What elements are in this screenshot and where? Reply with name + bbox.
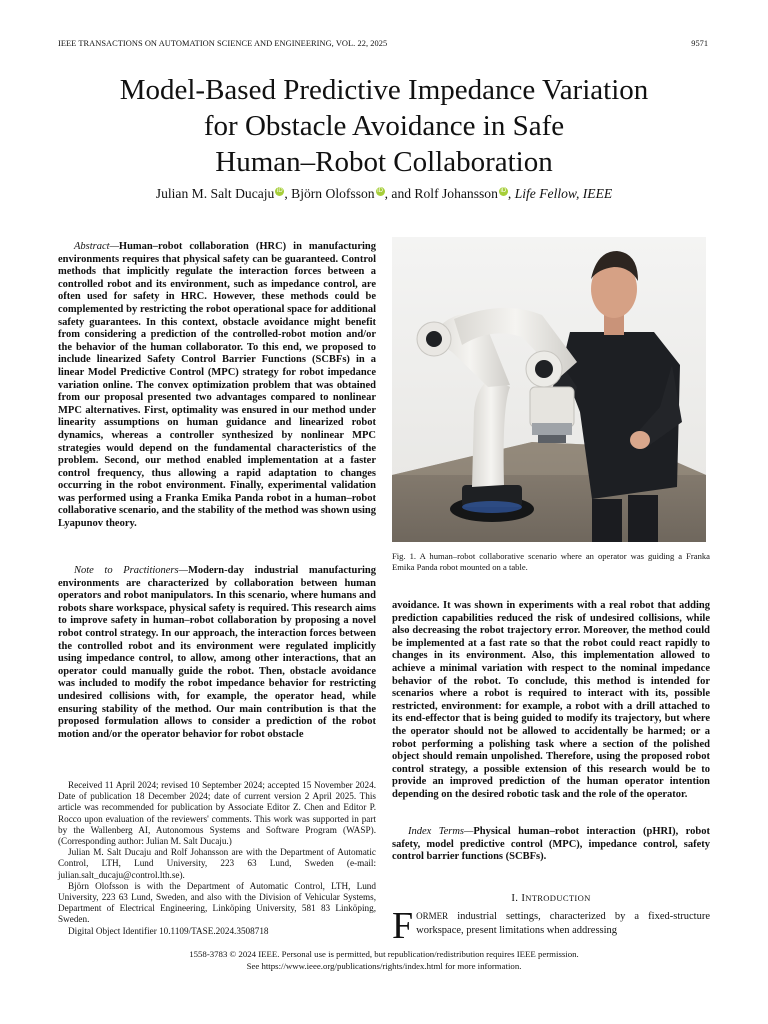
author-fellow: Life Fellow, IEEE — [514, 186, 613, 201]
orcid-icon[interactable]: iD — [377, 188, 383, 195]
section-heading: I. INTRODUCTION — [511, 892, 591, 904]
note-to-practitioners — [58, 565, 376, 741]
abstract — [58, 241, 376, 531]
author-name: , Björn Olofsson — [284, 186, 375, 201]
index-terms-text: Physical human–robot interaction (pHRI), robot safety, model predictive control (MPC), impedance control, safety control barrier functions (SCBFs). — [392, 826, 710, 863]
practitioners-lead: Note to Practitioners— — [74, 565, 188, 576]
copyright-notice: 1558-3783 © 2024 IEEE. Personal use is permitted, but republication/redistribution requires IEEE permission. See https://www.ieee.org/publications/rights/index.html for more information. — [40, 949, 728, 972]
page-number: 9571 — [691, 39, 708, 48]
paper-title: Model-Based Predictive Impedance Variation for Obstacle Avoidance in Safe Human–Robot Collaboration — [119, 74, 649, 178]
abstract-lead: Abstract— — [74, 241, 119, 252]
footnote-received: Received 11 April 2024; revised 10 September 2024; accepted 15 November 2024. Date of publication 18 December 2024; date of current version 2 April 2025. This article was recommended for publication by Associate Editor Z. Chen and Editor P. Rocco upon evaluation of the reviewers' comments. This work was supported in part by the Wallenberg AI, Autonomous Systems and Software Program (WASP). (Corresponding author: Julian M. Salt Ducaju.) — [58, 780, 376, 847]
footnote-affiliation-2: Björn Olofsson is with the Department of Automatic Control, LTH, Lund University, 223 63 Lund, Sweden, and also with the Division of Vehicular Systems, Department of Electrical Engineering, Linköping University, 581 83 Linköping, Sweden. — [58, 880, 376, 925]
footnote — [58, 780, 376, 937]
author-name: Julian M. Salt Ducaju — [155, 186, 275, 201]
index-terms-lead: Index Terms— — [408, 826, 474, 837]
footnote-affiliation-1: Julian M. Salt Ducaju and Rolf Johansson are with the Department of Automatic Control, LTH, Lund University, 223 63 Lund, Sweden (e-mail: julian.salt_ducaju@control.lth.se). — [58, 847, 376, 880]
running-header: IEEE TRANSACTIONS ON AUTOMATION SCIENCE AND ENGINEERING, VOL. 22, 2025 — [58, 39, 388, 48]
practitioners-continued: avoidance. It was shown in experiments with a real robot that adding prediction capabilities reduced the risk of undesired collisions, while also decreasing the robot trajectory error. Moreover, the method could be implemented at a fast rate so that the robot could react rapidly to changes in its environment. Also, this implementation allowed to achieve a minimal variation with respect to the nominal impedance behavior of the robot. To conclude, this method is intended for scenarios where a robot is required to interact with its, possible restricted, environment: for example, a robot with a drill attached to its end-effector that is being guided to modify its trajectory, but where the operator should not be allowed to accidentally be harmed; or a robot performing a polishing task where a section of the polished object should remain unpolished. Therefore, using the proposed robot control strategy, a possible extension of this research would be to provide an improved prediction of the human operator intention depending on the desired robotic task and the role of the operator. — [392, 600, 710, 800]
orcid-icon[interactable]: iD — [277, 188, 283, 195]
practitioners-text: Modern-day industrial manufacturing environments are characterized by collaboration between human operators and robot manipulators. In this scenario, where humans and robots share workspace, physical safety is required. This research aims to improve safety in human–robot collaboration by proposing a novel robot control strategy. In our approach, the interaction forces between the controlled robot and its environment were regulated implicitly using impedance control, to allow, among other interactions, that an operator could manually guide the robot. Then, obstacle avoidance was included to modify the robot impedance behavior for restricting undesired collisions with, for example, the operator head, while ensuring stability of the method. Our main contribution is that the proposed formulation allows to consider a prediction of the robot motion and/or the operator behavior for robot obstacle — [58, 565, 376, 740]
author-list: Julian M. Salt Ducaju iD , Björn Olofsson iD , and Rolf Johansson iD , Life Fellow, IEEE — [155, 186, 613, 201]
author-name: , and Rolf Johansson — [384, 186, 498, 201]
index-terms — [392, 826, 710, 864]
robot-operator-illustration — [392, 237, 706, 542]
rights-link[interactable]: See https://www.ieee.org/publications/rights/index.html for more information. — [246, 960, 522, 971]
intro-paragraph: FORMER industrial settings, characterized by a fixed-structure workspace, present limitations when addressing — [392, 905, 710, 947]
footnote-doi: Digital Object Identifier 10.1109/TASE.2024.3508718 — [68, 925, 269, 936]
drop-cap: F — [392, 905, 414, 947]
orcid-icon[interactable]: iD — [500, 188, 507, 195]
abstract-text: Human–robot collaboration (HRC) in manufacturing environments requires that physical safety can be guaranteed. Control methods that implicitly regulate the interaction forces between a controlled robot and its environment, such as impedance control, are often used for safety in HRC. However, these methods could be complemented by restricting the robot operational space for additional safety guarantees. In this context, obstacle avoidance might benefit from considering a prediction of the controlled-robot motion and/or the behavior of the human collaborator. To this end, we proposed to include linearized Safety Control Barrier Functions (SCBFs) in a linear Model Predictive Control (MPC) strategy for robot impedance variation online. The convex optimization problem that was obtained from our proposal presented two advantages compared to nonlinear MPC alternatives. First, optimality was ensured in our method under linearity assumptions on human guidance and linearized robot dynamics, whereas a controller synthesized by nonlinear MPC strategies would depend on the fundamental characteristics of the problem. Second, our method enabled implementation at a faster control frequency, thus allowing a rapid adaptation to changes occurring in the robot environment. Finally, experimental validation was performed using a Franka Emika Panda robot in a human–robot collaborative scenario, and the stability of the method was shown using Lyapunov theory. — [58, 241, 376, 530]
figure-caption: Fig. 1. A human–robot collaborative scenario where an operator was guiding a Franka Emika Panda robot mounted on a table. — [392, 551, 710, 572]
figure-photo — [392, 237, 706, 542]
